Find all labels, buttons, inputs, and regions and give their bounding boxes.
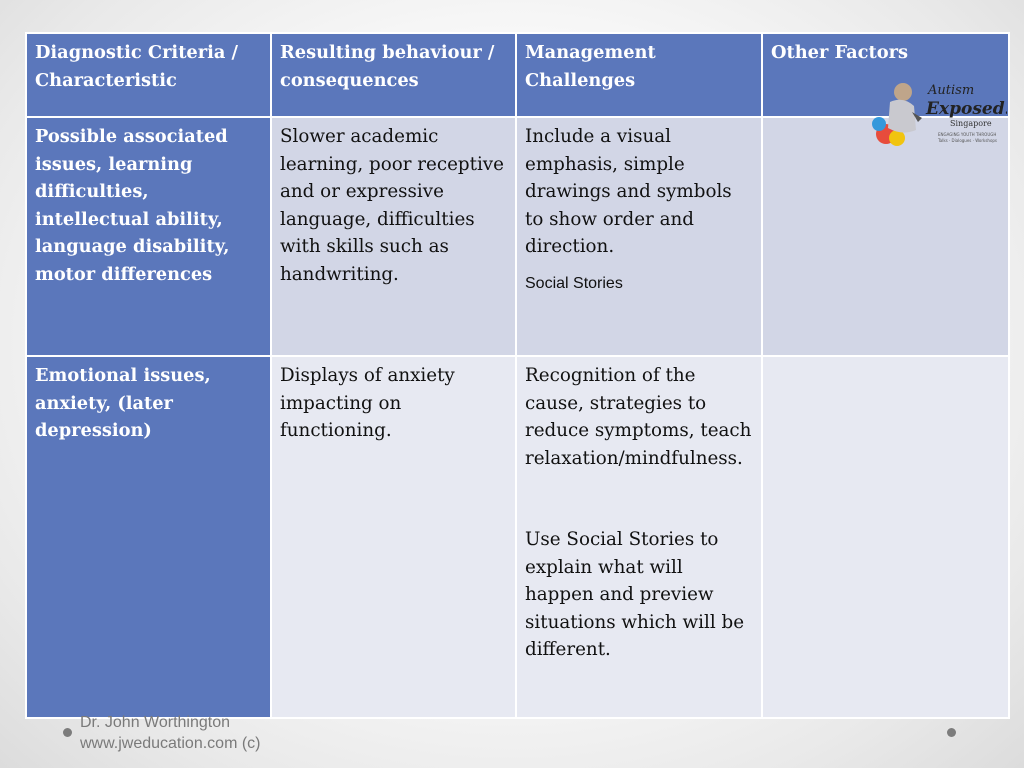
logo-line2: Exposed! — [926, 99, 1007, 119]
left-dot-icon — [63, 728, 72, 737]
header-diagnostic-criteria: Diagnostic Criteria / Characteristic — [26, 33, 271, 117]
management-note: Social Stories — [525, 274, 623, 292]
logo-line1: Autism — [928, 83, 975, 98]
header-resulting-behaviour: Resulting behaviour / consequences — [271, 33, 516, 117]
management-text: Recognition of the cause, strategies to reduce symptoms, teach relaxation/mindfulness. — [525, 365, 752, 469]
header-management-challenges: Management Challenges — [516, 33, 762, 117]
management-note: Use Social Stories to explain what will happen and preview situations which will be different. — [525, 529, 745, 660]
logo-line3: Singapore — [950, 119, 992, 128]
management-text: Include a visual emphasis, simple drawings and symbols to show order and direction. — [525, 126, 732, 257]
logo-tagline: ENGAGING YOUTH THROUGH — [938, 132, 997, 137]
row-management-cell — [516, 117, 762, 356]
slide-footer — [80, 712, 261, 754]
footer-author: Dr. John Worthington — [80, 714, 231, 731]
row-other-cell — [762, 356, 1009, 718]
table-row — [26, 117, 1009, 356]
table-row — [26, 356, 1009, 718]
table-header-row — [26, 33, 1009, 117]
footer-website: www.jweducation.com (c) — [80, 735, 261, 752]
row-criteria-cell: Emotional issues, anxiety, (later depression) — [26, 356, 271, 718]
row-management-cell — [516, 356, 762, 718]
right-dot-icon — [947, 728, 956, 737]
header-other-factors: Other Factors — [762, 33, 1009, 117]
row-other-cell — [762, 117, 1009, 356]
row-behaviour-cell: Slower academic learning, poor receptive and or expressive language, difficulties with skills such as handwriting. — [271, 117, 516, 356]
row-criteria-cell: Possible associated issues, learning difficulties, intellectual ability, language disability, motor differences — [26, 117, 271, 356]
row-behaviour-cell: Displays of anxiety impacting on functioning. — [271, 356, 516, 718]
logo-subtagline: Talks · Dialogues · Workshops — [938, 138, 998, 143]
spacer — [525, 472, 754, 526]
management-table — [25, 32, 1010, 719]
